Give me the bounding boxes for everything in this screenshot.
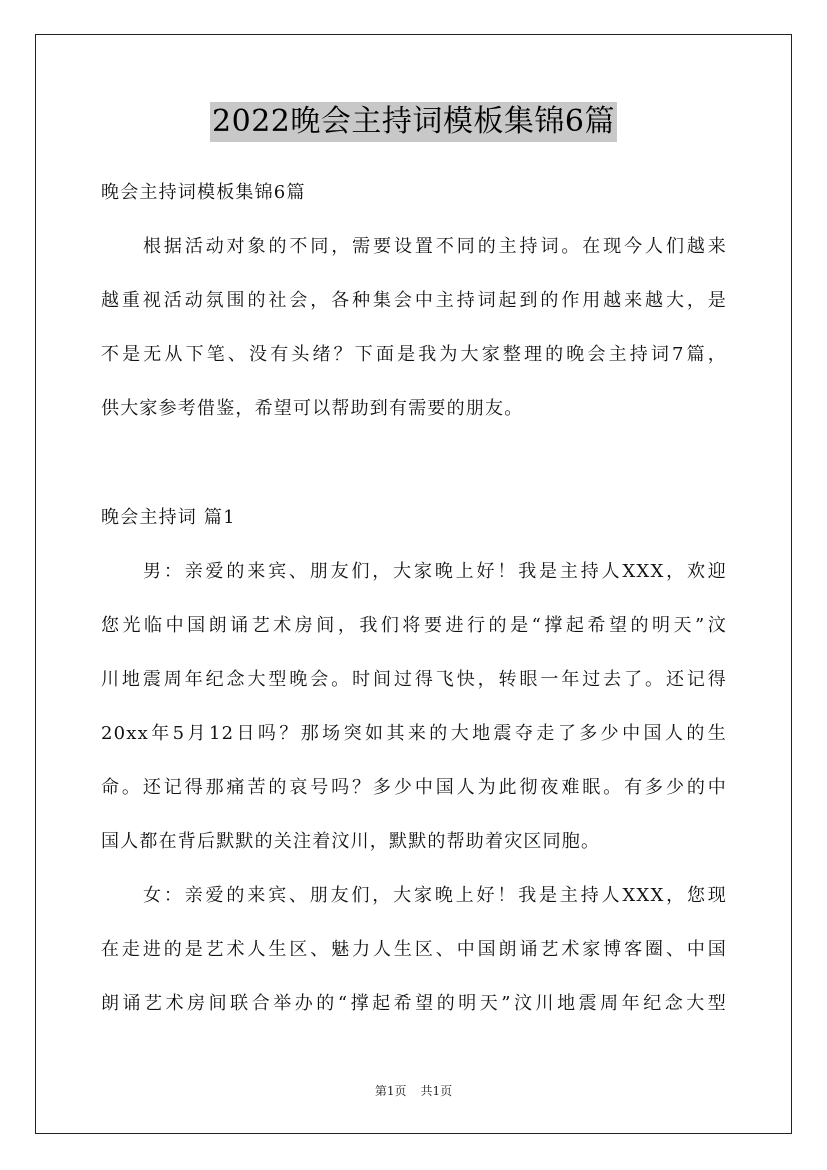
page-number: 第1页 [374, 1084, 407, 1098]
paragraph-line: 供大家参考借鉴，希望可以帮助到有需要的朋友。 [101, 398, 524, 419]
page-total: 共1页 [420, 1084, 453, 1098]
paragraph-line: 越重视活动氛围的社会，各种集会中主持词起到的作用越来越大，是 [101, 290, 727, 311]
intro-paragraph [101, 220, 727, 436]
paragraph-line: 命。还记得那痛苦的哀号吗？多少中国人为此彻夜难眠。有多少的中 [101, 777, 727, 798]
paragraph-line: 根据活动对象的不同，需要设置不同的主持词。在现今人们越来 [143, 236, 727, 257]
paragraph-line: 女：亲爱的来宾、朋友们，大家晚上好！我是主持人XXX，您现 [143, 885, 727, 906]
title-area [0, 102, 827, 142]
paragraph-line: 您光临中国朗诵艺术房间，我们将要进行的是“撑起希望的明天”汶 [101, 615, 727, 636]
subtitle-block [101, 166, 727, 220]
paragraph-line: 朗诵艺术房间联合举办的“撑起希望的明天”汶川地震周年纪念大型 [101, 993, 727, 1014]
paragraph-line: 在走进的是艺术人生区、魅力人生区、中国朗诵艺术家博客圈、中国 [101, 939, 727, 960]
female-host-paragraph [101, 869, 727, 1031]
document-title: 2022晚会主持词模板集锦6篇 [210, 102, 617, 142]
paragraph-line: 川地震周年纪念大型晚会。时间过得飞快，转眼一年过去了。还记得 [101, 669, 727, 690]
paragraph-line: 国人都在背后默默的关注着汶川，默默的帮助着灾区同胞。 [101, 831, 601, 852]
section-heading-block [101, 491, 727, 545]
section-heading: 晚会主持词 篇1 [101, 507, 236, 528]
paragraph-line: 男：亲爱的来宾、朋友们，大家晚上好！我是主持人XXX，欢迎 [143, 561, 727, 582]
paragraph-line: 20xx年5月12日吗？那场突如其来的大地震夺走了多少中国人的生 [101, 723, 727, 744]
male-host-paragraph [101, 545, 727, 869]
document-subtitle: 晚会主持词模板集锦6篇 [101, 182, 306, 203]
page-footer [0, 1083, 827, 1099]
paragraph-line: 不是无从下笔、没有头绪？下面是我为大家整理的晚会主持词7篇， [101, 344, 727, 365]
